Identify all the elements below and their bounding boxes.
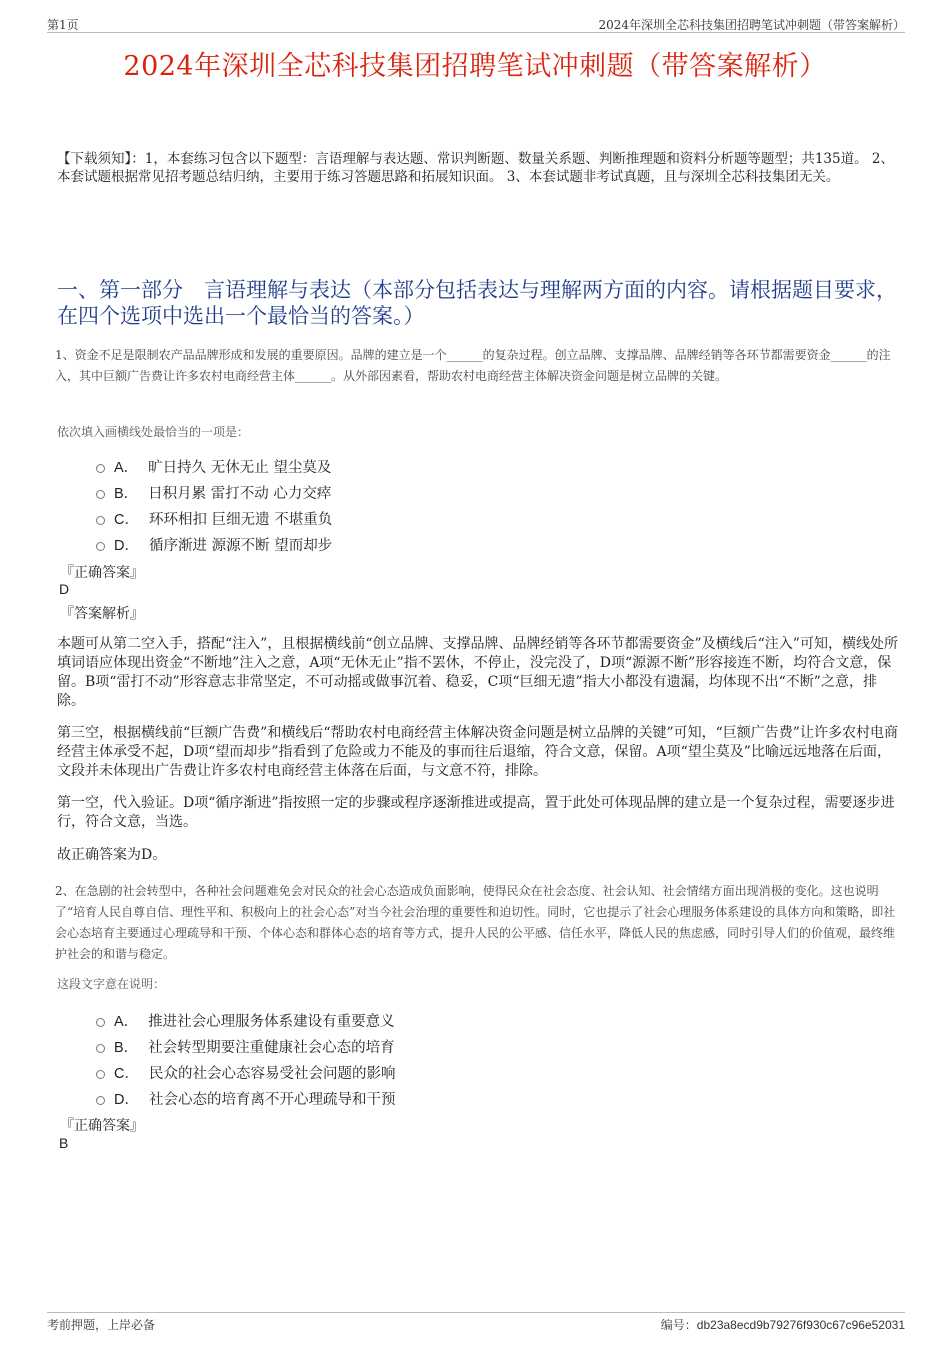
answer-value: D	[59, 581, 70, 597]
option-b[interactable]	[96, 1033, 395, 1059]
option-a[interactable]	[96, 453, 332, 479]
radio-icon[interactable]	[96, 464, 105, 473]
question-2-text: 2、在急剧的社会转型中，各种社会问题难免会对民众的社会心态造成负面影响，使得民众在社会态度、社会认知、社会情绪方面出现消极的变化。这也说明了“培育人民自尊自信、理性平和、积极向上的社会心态”对当今社会治理的重要性和迫切性。同时，它也提示了社会心理服务体系建设的具体方向和策略，即社会心态培育主要通过心理疏导和干预、个体心态和群体心态的培育等方式，提升人民的公平感、信任水平，降低人民的焦虑感，同时引导人们的价值观，最终维护社会的和谐与稳定。	[55, 884, 896, 961]
option-letter: C．	[114, 511, 139, 528]
analysis-conclusion: 故正确答案为D。	[57, 847, 167, 863]
option-c[interactable]	[96, 505, 332, 531]
option-letter: A．	[114, 459, 139, 476]
radio-icon[interactable]	[96, 516, 105, 525]
radio-icon[interactable]	[96, 1070, 105, 1079]
answer-label: 『正确答案』	[60, 1118, 144, 1134]
option-letter: B．	[114, 485, 139, 502]
question-2-prompt: 这段文字意在说明：	[57, 977, 166, 991]
analysis-paragraph: 本题可从第二空入手，搭配“注入”，且根据横线前“创立品牌、支撑品牌、品牌经销等各环节都需要资金”及横线后“注入”可知，横线处所填词语应体现出资金“不断地”注入之意，A项“无休无止”指不罢休，不停止，没完没了，D项“源源不断”形容接连不断，均符合文意，保留。B项“雷打不动”形容意志非常坚定，不可动摇或做事沉着、稳妥，C项“巨细无遗”指大小都没有遗漏，均体现不出“不断”之意，排除。	[57, 636, 898, 709]
option-text: 民众的社会心态容易受社会问题的影响	[148, 1065, 396, 1082]
radio-icon[interactable]	[96, 1018, 105, 1027]
option-d[interactable]	[96, 531, 332, 557]
radio-icon[interactable]	[96, 542, 105, 551]
option-letter: D．	[114, 537, 139, 554]
answer-value: B	[59, 1135, 69, 1151]
footer-code-label: 编号：	[660, 1318, 697, 1332]
option-text: 社会转型期要注重健康社会心态的培育	[148, 1039, 395, 1056]
footer-slogan: 考前押题，上岸必备	[47, 1318, 156, 1332]
option-text: 推进社会心理服务体系建设有重要意义	[148, 1013, 395, 1030]
option-c[interactable]	[96, 1059, 395, 1085]
option-text: 循序渐进 源源不断 望而却步	[148, 537, 333, 554]
question-1-options	[96, 453, 332, 557]
document-title: 2024年深圳全芯科技集团招聘笔试冲刺题（带答案解析）	[123, 51, 827, 82]
option-text: 环环相扣 巨细无遗 不堪重负	[148, 511, 333, 528]
option-letter: D．	[114, 1091, 139, 1108]
radio-icon[interactable]	[96, 1044, 105, 1053]
option-b[interactable]	[96, 479, 332, 505]
question-1-prompt: 依次填入画横线处最恰当的一项是：	[57, 425, 250, 439]
download-notice: 【下载须知】：1，本套练习包含以下题型：言语理解与表达题、常识判断题、数量关系题、判断推理题和资料分析题等题型；共135道。 2、本套试题根据常见招考题总结归纳，主要用于练习答题思路和拓展知识面。 3、本套试题非考试真题，且与深圳全芯科技集团无关。	[57, 151, 894, 185]
section-title: 一、第一部分 言语理解与表达（本部分包括表达与理解两方面的内容。请根据题目要求，在四个选项中选出一个最恰当的答案。）	[57, 278, 897, 328]
radio-icon[interactable]	[96, 1096, 105, 1105]
option-letter: A．	[114, 1013, 139, 1030]
page-header	[47, 14, 905, 33]
option-text: 日积月累 雷打不动 心力交瘁	[148, 485, 332, 502]
page-footer	[47, 1312, 905, 1333]
option-a[interactable]	[96, 1007, 395, 1033]
question-1-text: 1、资金不足是限制农产品品牌形成和发展的重要原因。品牌的建立是一个______的复杂过程。创立品牌、支撑品牌、品牌经销等各环节都需要资金______的注入，其中巨额广告费让许多农村电商经营主体______。从外部因素看，帮助农村电商经营主体解决资金问题是树立品牌的关键。	[55, 348, 891, 383]
option-d[interactable]	[96, 1085, 395, 1111]
analysis-paragraph: 第三空，根据横线前“巨额广告费”和横线后“帮助农村电商经营主体解决资金问题是树立品牌的关键”可知，“巨额广告费”让许多农村电商经营主体承受不起，D项“望而却步”指看到了危险或力不能及的事而往后退缩，符合文意，保留。A项“望尘莫及”比喻远远地落在后面，文段并未体现出广告费让许多农村电商经营主体落在后面，与文意不符，排除。	[57, 725, 898, 779]
analysis-label: 『答案解析』	[60, 606, 144, 622]
option-letter: B．	[114, 1039, 139, 1056]
footer-code-value: db23a8ecd9b79276f930c67c96e52031	[696, 1318, 905, 1332]
question-2-options	[96, 1007, 395, 1111]
answer-label: 『正确答案』	[60, 565, 144, 581]
header-doc-title: 2024年深圳全芯科技集团招聘笔试冲刺题（带答案解析）	[598, 18, 905, 32]
radio-icon[interactable]	[96, 490, 105, 499]
option-text: 旷日持久 无休无止 望尘莫及	[148, 459, 332, 476]
footer-code	[661, 1316, 905, 1333]
option-letter: C．	[114, 1065, 139, 1082]
page-number: 第1页	[47, 18, 79, 32]
analysis-paragraph: 第一空，代入验证。D项“循序渐进”指按照一定的步骤或程序逐渐推进或提高，置于此处可体现品牌的建立是一个复杂过程，需要逐步进行，符合文意，当选。	[57, 795, 895, 830]
option-text: 社会心态的培育离不开心理疏导和干预	[148, 1091, 396, 1108]
